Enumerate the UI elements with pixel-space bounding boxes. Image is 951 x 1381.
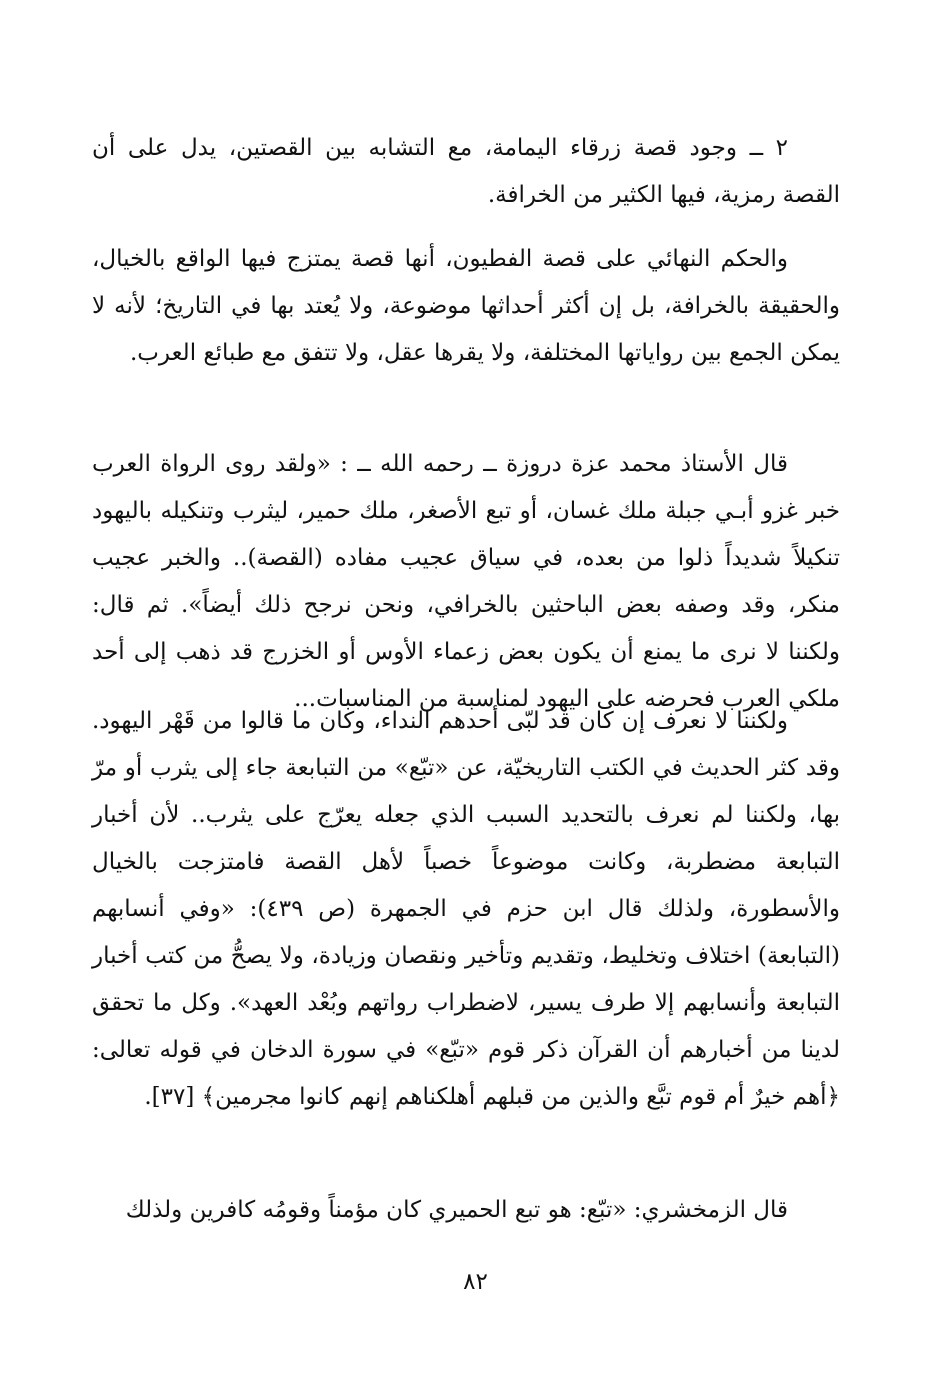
page-number: ٨٢ [463,1269,488,1295]
paragraph-4: ولكننا لا نعرف إن كان قد لبّى أحدهم النداء، وكان ما قالوا من قَهْر اليهود. وقد كثر الحديث في الكتب التاريخيّة، عن «تبّع» من التبابعة جاء إلى يثرب أو مرّ بها، ولكننا لم نعرف بالتحديد السبب الذي جعله يعرّج على يثرب.. لأن أخبار التبابعة مضطربة، وكانت موضوعاً خصباً لأهل القصة فامتزجت بالخيال والأسطورة، ولذلك قال ابن حزم في الجمهرة (ص ٤٣٩): «وفي أنسابهم (التبابعة) اختلاف وتخليط، وتقديم وتأخير ونقصان وزيادة، ولا يصحُّ من كتب أخبار التبابعة وأنسابهم إلا طرف يسير، لاضطراب رواتهم وبُعْد العهد». وكل ما تحقق لدينا من أخبارهم أن القرآن ذكر قوم «تبّع» في سورة الدخان في قوله تعالى: ﴿أهم خيرٌ أم قوم تبَّع والذين من قبلهم أهلكناهم إنهم كانوا مجرمين﴾ [٣٧]. [92,708,840,1110]
paragraph-3: قال الأستاذ محمد عزة دروزة ــ رحمه الله ــ : «ولقد روى الرواة العرب خبر غزو أبـي جبلة ملك غسان، أو تبع الأصغر، ملك حمير، ليثرب وتنكيله باليهود تنكيلاً شديداً ذلوا من بعده، في سياق عجيب مفاده (القصة).. والخبر عجيب منكر، وقد وصفه بعض الباحثين بالخرافي، ونحن نرجح ذلك أيضاً». ثم قال: ولكننا لا نرى ما يمنع أن يكون بعض زعماء الأوس أو الخزرج قد ذهب إلى أحد ملكي العرب فحرضه على اليهود لمناسبة من المناسبات... [92,451,840,712]
paragraph-5: قال الزمخشري: «تبّع: هو تبع الحميري كان مؤمناً وقومُه كافرين ولذلك [125,1197,788,1223]
paragraph-1: ٢ ــ وجود قصة زرقاء اليمامة، مع التشابه بين القصتين، يدل على أن القصة رمزية، فيها الكثير من الخرافة. [92,135,840,208]
paragraph-2: والحكم النهائي على قصة الفطيون، أنها قصة يمتزج فيها الواقع بالخيال، والحقيقة بالخرافة، بل إن أكثر أحداثها موضوعة، ولا يُعتد بها في التاريخ؛ لأنه لا يمكن الجمع بين رواياتها المختلفة، ولا يقرها عقل، ولا تتفق مع طبائع العرب. [92,246,840,366]
